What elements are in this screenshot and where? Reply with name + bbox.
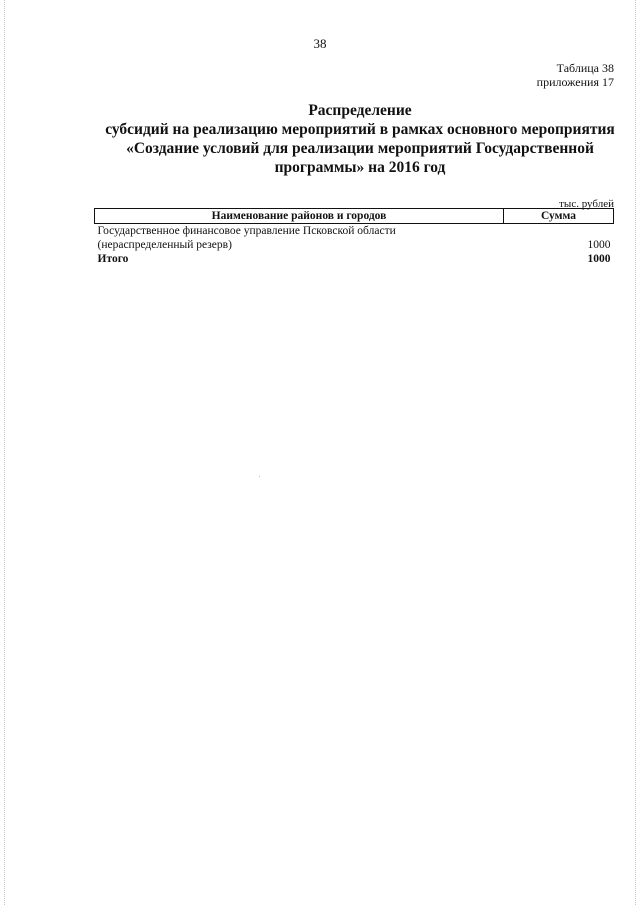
title-line-4: программы» на 2016 год bbox=[274, 159, 446, 176]
header-sum: Сумма bbox=[504, 209, 614, 224]
row-name-line-2: (нераспределенный резерв) bbox=[97, 239, 232, 251]
header-name: Наименование районов и городов bbox=[95, 209, 504, 224]
row-name-line-1: Государственное финансовое управление Псковской области bbox=[97, 225, 396, 237]
total-sum: 1000 bbox=[587, 253, 611, 265]
table-reference bbox=[537, 61, 614, 89]
scan-artifact bbox=[259, 476, 260, 477]
total-row bbox=[95, 252, 614, 266]
distribution-table bbox=[94, 208, 614, 266]
title-line-1: Распределение bbox=[308, 102, 412, 119]
title-line-3: «Создание условий для реализации мероприятий Государственной bbox=[126, 140, 594, 157]
units-label: тыс. рублей bbox=[559, 198, 614, 210]
table-row bbox=[95, 238, 614, 252]
scan-edge-left bbox=[4, 0, 5, 905]
table-row bbox=[95, 224, 614, 239]
table-reference-appendix: приложения 17 bbox=[536, 75, 614, 89]
total-label: Итого bbox=[97, 253, 129, 265]
page-number: 38 bbox=[313, 36, 327, 51]
document-title bbox=[60, 101, 640, 177]
row-sum: 1000 bbox=[587, 239, 611, 251]
title-line-2: субсидий на реализацию мероприятий в рамках основного мероприятия bbox=[105, 121, 615, 138]
table-reference-number: Таблица 38 bbox=[556, 61, 614, 75]
table-header-row bbox=[95, 209, 614, 224]
